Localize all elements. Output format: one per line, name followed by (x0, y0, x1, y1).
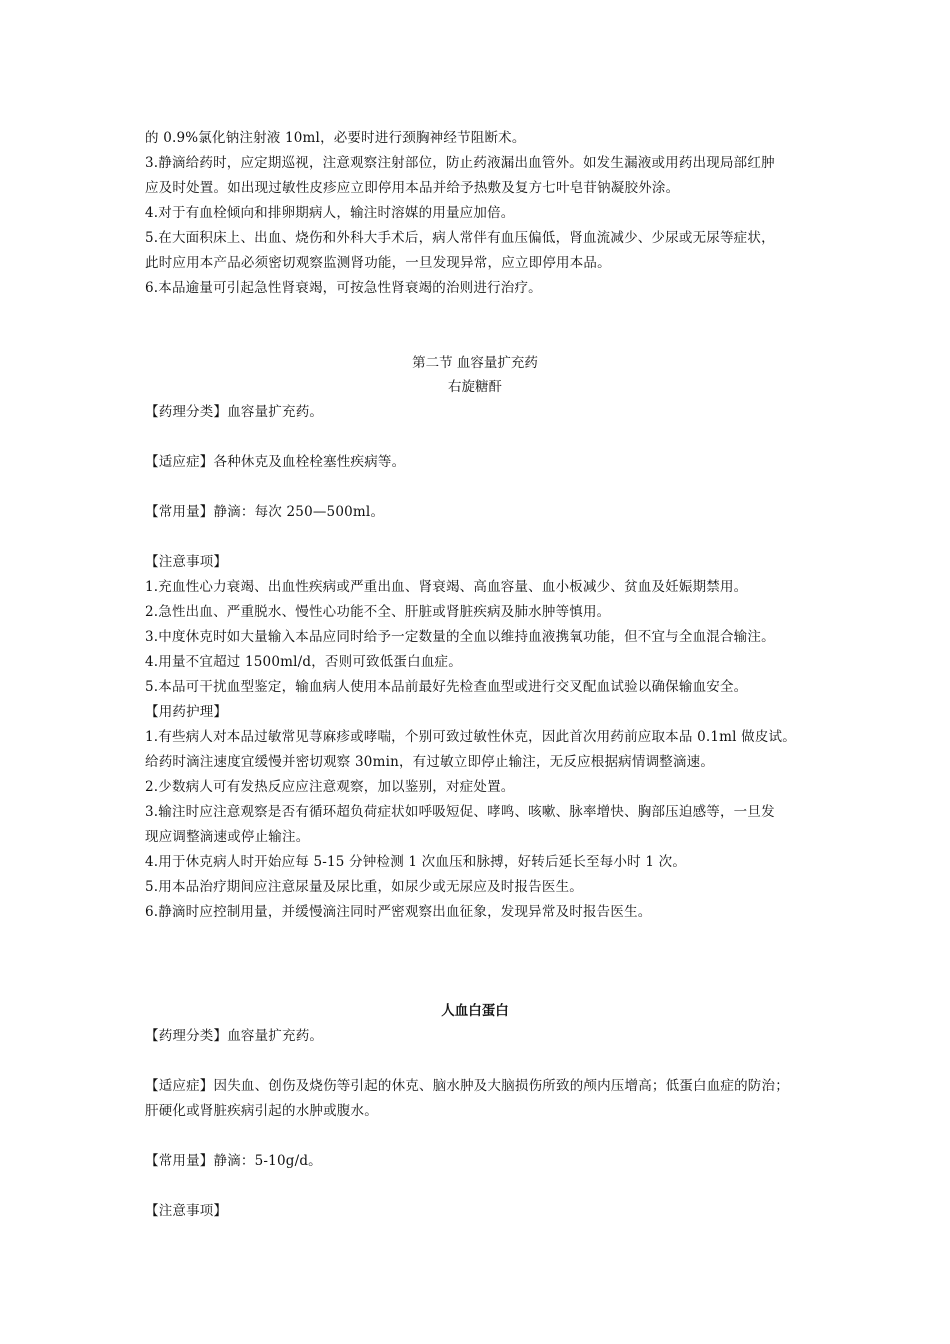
continuation-line: 4.对于有血栓倾向和排卵期病人，输注时溶媒的用量应加倍。 (145, 205, 515, 221)
nursing-item: 现应调整滴速或停止输注。 (145, 829, 310, 845)
drug-name-dextran: 右旋糖酐 (448, 379, 502, 395)
continuation-line: 3.静滴给药时，应定期巡视，注意观察注射部位，防止药液漏出血管外。如发生漏液或用药出现局部红肿 (145, 155, 775, 171)
indication-line: 【适应症】因失血、创伤及烧伤等引起的休克、脑水肿及大脑损伤所致的颅内压增高；低蛋白血症的防治； (145, 1078, 789, 1094)
nursing-item: 1.有些病人对本品过敏常见荨麻疹或哮喘，个别可致过敏性休克，因此首次用药前应取本品 0.1ml 做皮试。 (145, 729, 796, 745)
precaution-item: 3.中度休克时如大量输入本品应同时给予一定数量的全血以维持血液携氧功能，但不宜与全血混合输注。 (145, 629, 775, 645)
precaution-item: 4.用量不宜超过 1500ml/d，否则可致低蛋白血症。 (145, 654, 462, 670)
nursing-item: 2.少数病人可有发热反应应注意观察，加以鉴别，对症处置。 (145, 779, 515, 795)
drug-name-albumin: 人血白蛋白 (441, 1003, 509, 1019)
dosage: 【常用量】静滴：5-10g/d。 (145, 1153, 322, 1169)
nursing-item: 6.静滴时应控制用量，并缓慢滴注同时严密观察出血征象，发现异常及时报告医生。 (145, 904, 652, 920)
nursing-item: 4.用于休克病人时开始应每 5-15 分钟检测 1 次血压和脉搏，好转后延长至每小时 1 次。 (145, 854, 687, 870)
section-heading: 第二节 血容量扩充药 (412, 355, 538, 371)
nursing-item: 5.用本品治疗期间应注意尿量及尿比重，如尿少或无尿应及时报告医生。 (145, 879, 583, 895)
nursing-title: 【用药护理】 (145, 704, 228, 720)
nursing-item: 3.输注时应注意观察是否有循环超负荷症状如呼吸短促、哮鸣、咳嗽、脉率增快、胸部压迫感等，一旦发 (145, 804, 775, 820)
precaution-item: 2.急性出血、严重脱水、慢性心功能不全、肝脏或肾脏疾病及肺水肿等慎用。 (145, 604, 611, 620)
indication: 【适应症】各种休克及血栓栓塞性疾病等。 (145, 454, 406, 470)
indication-line: 肝硬化或肾脏疾病引起的水肿或腹水。 (145, 1103, 378, 1119)
continuation-line: 应及时处置。如出现过敏性皮疹应立即停用本品并给予热敷及复方七叶皂苷钠凝胶外涂。 (145, 180, 680, 196)
nursing-item: 给药时滴注速度宜缓慢并密切观察 30min，有过敏立即停止输注，无反应根据病情调整滴速。 (145, 754, 715, 770)
continuation-line: 此时应用本产品必须密切观察监测肾功能，一旦发现异常，应立即停用本品。 (145, 255, 611, 271)
precaution-item: 1.充血性心力衰竭、出血性疾病或严重出血、肾衰竭、高血容量、血小板减少、贫血及妊娠期禁用。 (145, 579, 748, 595)
precautions-title: 【注意事项】 (145, 554, 228, 570)
continuation-line: 5.在大面积床上、出血、烧伤和外科大手术后，病人常伴有血压偏低，肾血流减少、少尿或无尿等症状， (145, 230, 775, 246)
precautions-title: 【注意事项】 (145, 1203, 228, 1219)
pharmacology-class: 【药理分类】血容量扩充药。 (145, 1028, 324, 1044)
pharmacology-class: 【药理分类】血容量扩充药。 (145, 404, 324, 420)
precaution-item: 5.本品可干扰血型鉴定，输血病人使用本品前最好先检查血型或进行交叉配血试验以确保输血安全。 (145, 679, 748, 695)
continuation-line: 6.本品逾量可引起急性肾衰竭，可按急性肾衰竭的治则进行治疗。 (145, 280, 542, 296)
dosage: 【常用量】静滴：每次 250—500ml。 (145, 504, 385, 520)
continuation-line: 的 0.9%氯化钠注射液 10ml，必要时进行颈胸神经节阻断术。 (145, 130, 526, 146)
